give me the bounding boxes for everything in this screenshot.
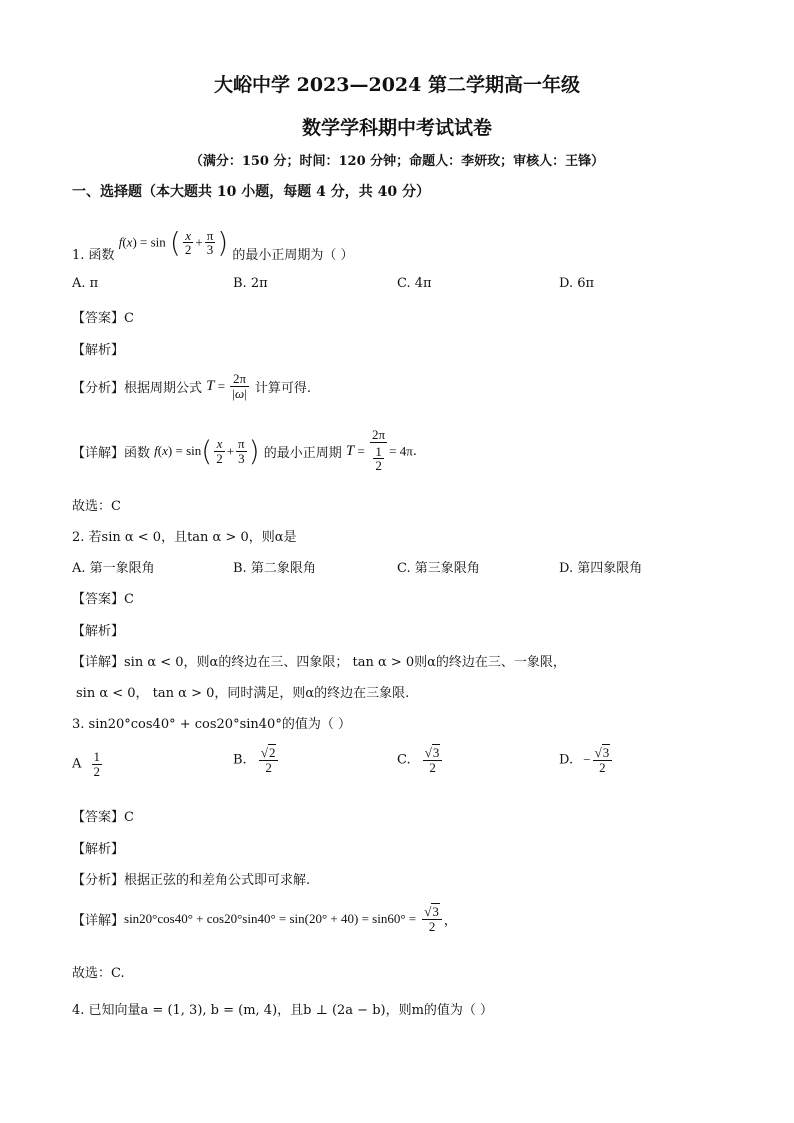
option-label: D. bbox=[559, 752, 574, 768]
q1-formula: f(x) = sin ( $\frac{x}{2}$ + $\frac{\pi}{3}$ ) bbox=[118, 225, 229, 259]
q1-detail: 【详解】函数 f(x) = sin( $\frac{x}{2}$ + $\frac{\pi}{3}$ ) 的最小正周期 T = $\frac{2\pi}{\frac{1}{2}}$ = 4π. bbox=[72, 427, 417, 474]
detail-prefix: 函数 bbox=[124, 445, 151, 461]
q2-analysis-label: 【解析】 bbox=[72, 624, 125, 639]
detail-mid: 的最小正周期 bbox=[263, 445, 342, 461]
q1-answer bbox=[72, 307, 134, 326]
answer-label: 【答案】 bbox=[72, 311, 125, 326]
exam-meta: （满分：150 分；时间：120 分钟；命题人：李妍玫；审核人：王锋） bbox=[189, 154, 605, 169]
page-title: 大峪中学 2023—2024 第二学期高一年级 bbox=[214, 74, 580, 96]
q3-detail: 【详解】sin20°cos40° + cos20°sin40° = sin(20° + 40) = sin60° = $\frac{√3}{2}$ ， bbox=[72, 904, 457, 934]
answer-value: C bbox=[124, 810, 134, 825]
answer-label: 【答案】 bbox=[72, 592, 125, 607]
period-fraction: $\frac{2\pi}{|\omega|}$ bbox=[232, 371, 247, 401]
option-label: C. bbox=[397, 752, 411, 768]
choose-value: C. bbox=[111, 966, 125, 981]
q2-option-a: A. 第一象限角 bbox=[72, 561, 155, 576]
fenxi-text: 根据正弦的和差角公式即可求解. bbox=[124, 873, 311, 888]
detail-label: 【详解】 bbox=[72, 913, 125, 929]
option-label: A bbox=[72, 756, 82, 772]
q3-option-d: D. − $\frac{√3}{2}$ bbox=[559, 746, 614, 774]
q1-analysis-label: 【解析】 bbox=[72, 343, 125, 358]
q1-choose bbox=[72, 495, 121, 514]
detail-fraction: $\frac{2\pi}{\frac{1}{2}}$ bbox=[372, 427, 386, 474]
q3-option-c: C. $\frac{√3}{2}$ bbox=[397, 746, 444, 774]
q2-option-c: C. 第三象限角 bbox=[397, 561, 480, 576]
q1-fenxi: 【分析】根据周期公式 T = $\frac{2\pi}{|\omega|}$ 计算可得. bbox=[72, 371, 312, 401]
q1-suffix: 的最小正周期为（ ） bbox=[232, 248, 354, 263]
detail-text: sin α < 0，则α的终边在三、四象限； tan α > 0则α的终边在三、一象限， bbox=[124, 655, 566, 670]
q3-option-a: A $\frac{1}{2}$ bbox=[72, 749, 101, 779]
question-1 bbox=[72, 216, 354, 263]
fenxi-label: 【分析】 bbox=[72, 873, 125, 888]
q3-analysis-label: 【解析】 bbox=[72, 842, 125, 857]
period-formula: T bbox=[206, 378, 215, 395]
fenxi-text: 根据周期公式 bbox=[124, 381, 203, 397]
question-2: 2. 若sin α < 0，且tan α > 0，则α是 bbox=[72, 530, 297, 545]
section-heading: 一、选择题（本大题共 10 小题，每题 4 分，共 40 分） bbox=[72, 184, 430, 200]
q3-answer bbox=[72, 806, 134, 825]
answer-label: 【答案】 bbox=[72, 810, 125, 825]
q2-option-b: B. 第二象限角 bbox=[233, 561, 316, 576]
q2-detail-1 bbox=[72, 651, 566, 670]
choose-label: 故选： bbox=[72, 966, 112, 981]
q1-option-c: C. 4π bbox=[397, 276, 432, 291]
page-subtitle: 数学学科期中考试试卷 bbox=[301, 117, 492, 139]
answer-value: C bbox=[124, 311, 134, 326]
q2-detail-2: sin α < 0， tan α > 0，同时满足，则α的终边在三象限. bbox=[76, 686, 410, 701]
option-label: B. bbox=[233, 752, 247, 768]
choose-value: C bbox=[111, 499, 121, 514]
detail-text: sin20°cos40° + cos20°sin40° = sin(20° + 40) = sin60° = bbox=[124, 911, 417, 927]
detail-result: = 4π bbox=[389, 443, 413, 459]
detail-label: 【详解】 bbox=[72, 445, 125, 461]
choose-label: 故选： bbox=[72, 499, 112, 514]
q1-prefix: 1. 函数 bbox=[72, 248, 115, 263]
detail-label: 【详解】 bbox=[72, 655, 125, 670]
q3-choose bbox=[72, 962, 125, 981]
q1-option-b: B. 2π bbox=[233, 276, 268, 291]
question-4: 4. 已知向量a = (1, 3), b = (m, 4)，且b ⊥ (2a − b)，则m的值为（ ） bbox=[72, 1003, 494, 1018]
fenxi-tail: 计算可得. bbox=[254, 381, 312, 397]
q1-option-a: A. π bbox=[72, 276, 99, 291]
answer-value: C bbox=[124, 592, 134, 607]
q1-option-d: D. 6π bbox=[559, 276, 595, 291]
q3-option-b: B. $\frac{√2}{2}$ bbox=[233, 746, 280, 774]
fenxi-label: 【分析】 bbox=[72, 381, 125, 397]
q2-answer bbox=[72, 588, 134, 607]
q3-fenxi bbox=[72, 869, 310, 888]
q2-option-d: D. 第四象限角 bbox=[559, 561, 643, 576]
question-3: 3. sin20°cos40° + cos20°sin40°的值为（ ） bbox=[72, 717, 351, 732]
